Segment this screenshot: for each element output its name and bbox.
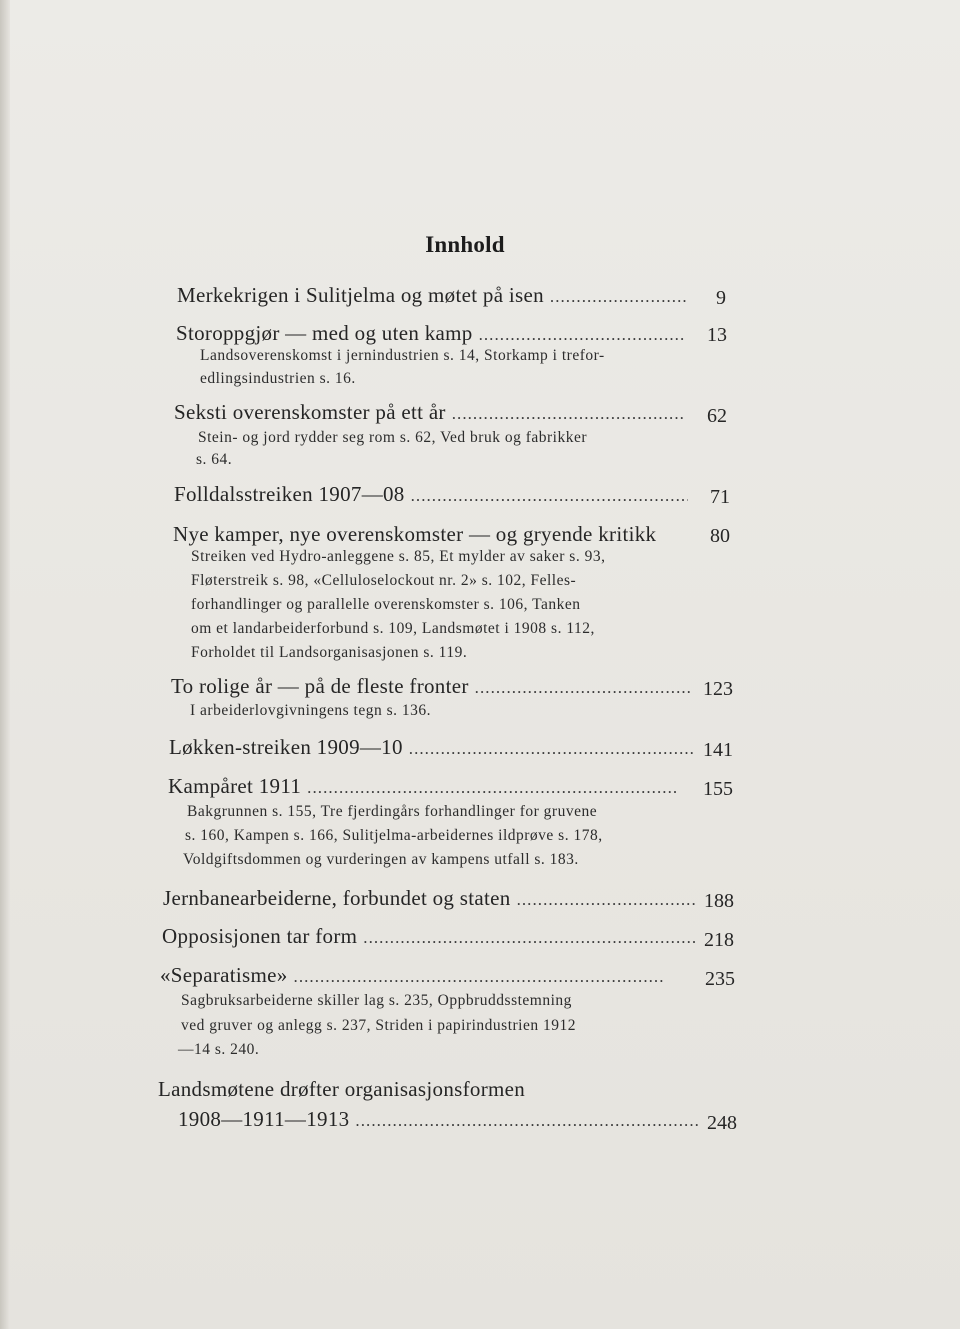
toc-page-number: 248 [707,1112,737,1134]
dot-leader [473,325,686,345]
toc-page-number: 71 [710,486,730,508]
toc-page-number: 188 [704,890,734,912]
toc-entry-subtopics: Sagbruksarbeiderne skiller lag s. 235, Oppbruddsstemning [181,992,572,1009]
toc-entry-subtopics: —14 s. 240. [178,1041,260,1058]
toc-entry-subtopics: edlingsindustrien s. 16. [200,370,356,387]
toc-entry-subtopics: I arbeiderlovgivningens tegn s. 136. [190,702,431,719]
toc-page-number: 80 [710,525,730,547]
toc-entry-title: Folldalsstreiken 1907—08 [174,482,405,506]
toc-entry-title: Seksti overenskomster på ett år [174,400,446,424]
toc-entry-title: «Separatisme» [160,963,288,987]
toc-page-number: 141 [703,739,733,761]
toc-entry-title: Landsmøtene drøfter organisasjonsformen [158,1077,526,1101]
dot-leader [544,287,687,307]
toc-entry-subtopics: Fløterstreik s. 98, «Celluloselockout nr. 2» s. 102, Felles- [191,572,577,589]
toc-entry-subtopics: Voldgiftsdommen og vurderingen av kampens utfall s. 183. [183,851,579,868]
toc-page-number: 123 [703,678,733,700]
toc-entry-subtopics: forhandlinger og parallelle overenskomster s. 106, Tanken [191,596,581,613]
dot-leader [405,486,688,506]
page-title: Innhold [425,232,505,257]
toc-entry-subtopics: ved gruver og anlegg s. 237, Striden i papirindustrien 1912 [181,1017,576,1034]
dot-leader [301,778,694,798]
toc-entry-title: Storoppgjør — med og uten kamp [176,321,473,345]
page-edge [0,0,10,1329]
dot-leader [357,928,695,948]
toc-entry-subtopics: om et landarbeiderforbund s. 109, Landsmøtet i 1908 s. 112, [191,620,595,637]
toc-page-number: 62 [707,405,727,427]
toc-page-number: 13 [707,324,727,346]
toc-entry-title: To rolige år — på de fleste fronter [171,674,469,698]
toc-entry-title: Kampåret 1911 [168,774,302,798]
toc-entry-title-continued: 1908—1911—1913 [178,1107,350,1131]
toc-entry-title: Jernbanearbeiderne, forbundet og staten [163,886,511,910]
dot-leader [446,404,686,424]
toc-entry-title: Løkken-streiken 1909—10 [169,735,403,759]
toc-page-number: 218 [704,929,734,951]
toc-page-number: 155 [703,778,733,800]
toc-entry-subtopics: Forholdet til Landsorganisasjonen s. 119. [191,644,468,661]
toc-entry-subtopics: Streiken ved Hydro-anleggene s. 85, Et mylder av saker s. 93, [191,548,606,565]
dot-leader [469,678,691,698]
dot-leader [288,967,696,987]
toc-entry-subtopics: s. 64. [196,451,233,468]
toc-page-number: 9 [716,287,726,309]
toc-page-number: 235 [705,968,735,990]
dot-leader [349,1111,698,1131]
toc-entry-title: Nye kamper, nye overenskomster — og gryende kritikk [173,522,657,546]
toc-entry-title: Merkekrigen i Sulitjelma og møtet på isen [177,283,544,307]
toc-entry-subtopics: Stein- og jord rydder seg rom s. 62, Ved bruk og fabrikker [198,429,588,446]
toc-entry-subtopics: s. 160, Kampen s. 166, Sulitjelma-arbeidernes ildprøve s. 178, [185,827,603,844]
book-page [10,0,960,1329]
toc-entry-subtopics: Bakgrunnen s. 155, Tre fjerdingårs forhandlinger for gruvene [187,803,598,820]
toc-entry-title: Opposisjonen tar form [162,924,358,948]
dot-leader [511,890,695,910]
dot-leader [403,739,693,759]
toc-entry-subtopics: Landsoverenskomst i jernindustrien s. 14, Storkamp i trefor- [200,347,605,364]
